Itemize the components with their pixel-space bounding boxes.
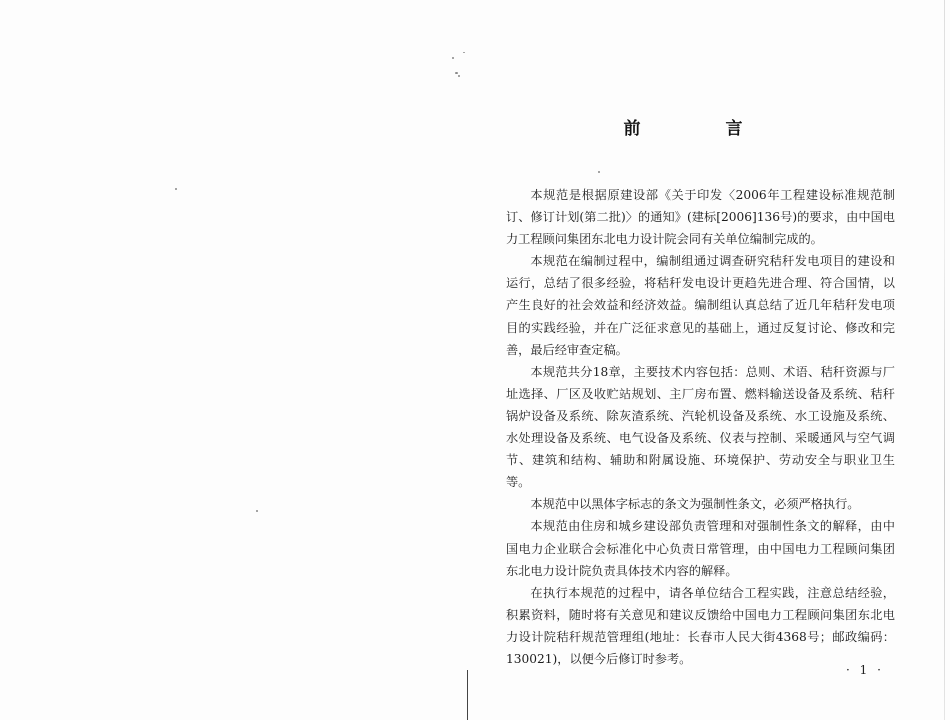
paragraph-4: 本规范中以黑体字标志的条文为强制性条文，必须严格执行。	[530, 497, 860, 512]
page-number: · 1 ·	[846, 663, 884, 677]
binding-edge	[467, 670, 468, 720]
scan-speck	[175, 188, 177, 190]
scan-speck	[598, 171, 600, 173]
scan-speck	[455, 72, 458, 74]
paragraph-6: 在执行本规范的过程中，请各单位结合工程实践，注意总结经验，积累资料，随时将有关意见和建议反馈给中国电力工程顾问集团东北电力设计院秸秆规范管理组(地址：长春市人民大街4368号；邮政编码：130021)，以便今后修订时参考。	[506, 585, 895, 666]
scan-speck	[256, 510, 258, 512]
paragraph-3: 本规范共分18章，主要技术内容包括：总则、术语、秸秆资源与厂址选择、厂区及收贮站规划、主厂房布置、燃料输送设备及系统、秸秆锅炉设备及系统、除灰渣系统、汽轮机设备及系统、水工设施及系统、水处理设备及系统、电气设备及系统、仪表与控制、采暖通风与空气调节、建筑和结构、辅助和附属设施、环境保护、劳动安全与职业卫生等。	[506, 364, 895, 490]
paragraph-1: 本规范是根据原建设部《关于印发〈2006年工程建设标准规范制订、修订计划(第二批)〉的通知》(建标[2006]136号)的要求，由中国电力工程顾问集团东北电力设计院会同有关单位编制完成的。	[506, 188, 895, 247]
scan-speck	[452, 57, 454, 59]
paragraph-5: 本规范由住房和城乡建设部负责管理和对强制性条文的解释，由中国电力企业联合会标准化中心负责日常管理，由中国电力工程顾问集团东北电力设计院负责具体技术内容的解释。	[506, 519, 895, 578]
page-edge	[944, 0, 945, 720]
paragraph-2: 本规范在编制过程中，编制组通过调查研究秸秆发电项目的建设和运行，总结了很多经验，将秸秆发电设计更趋先进合理、符合国情，以产生良好的社会效益和经济效益。编制组认真总结了近几年秸秆发电项目的实践经验，并在广泛征求意见的基础上，通过反复讨论、修改和完善，最后经审查定稿。	[506, 254, 895, 357]
scan-speck	[463, 52, 465, 53]
preface-body	[506, 184, 895, 670]
page-title: 前 言	[623, 119, 777, 139]
scan-speck	[458, 75, 460, 77]
